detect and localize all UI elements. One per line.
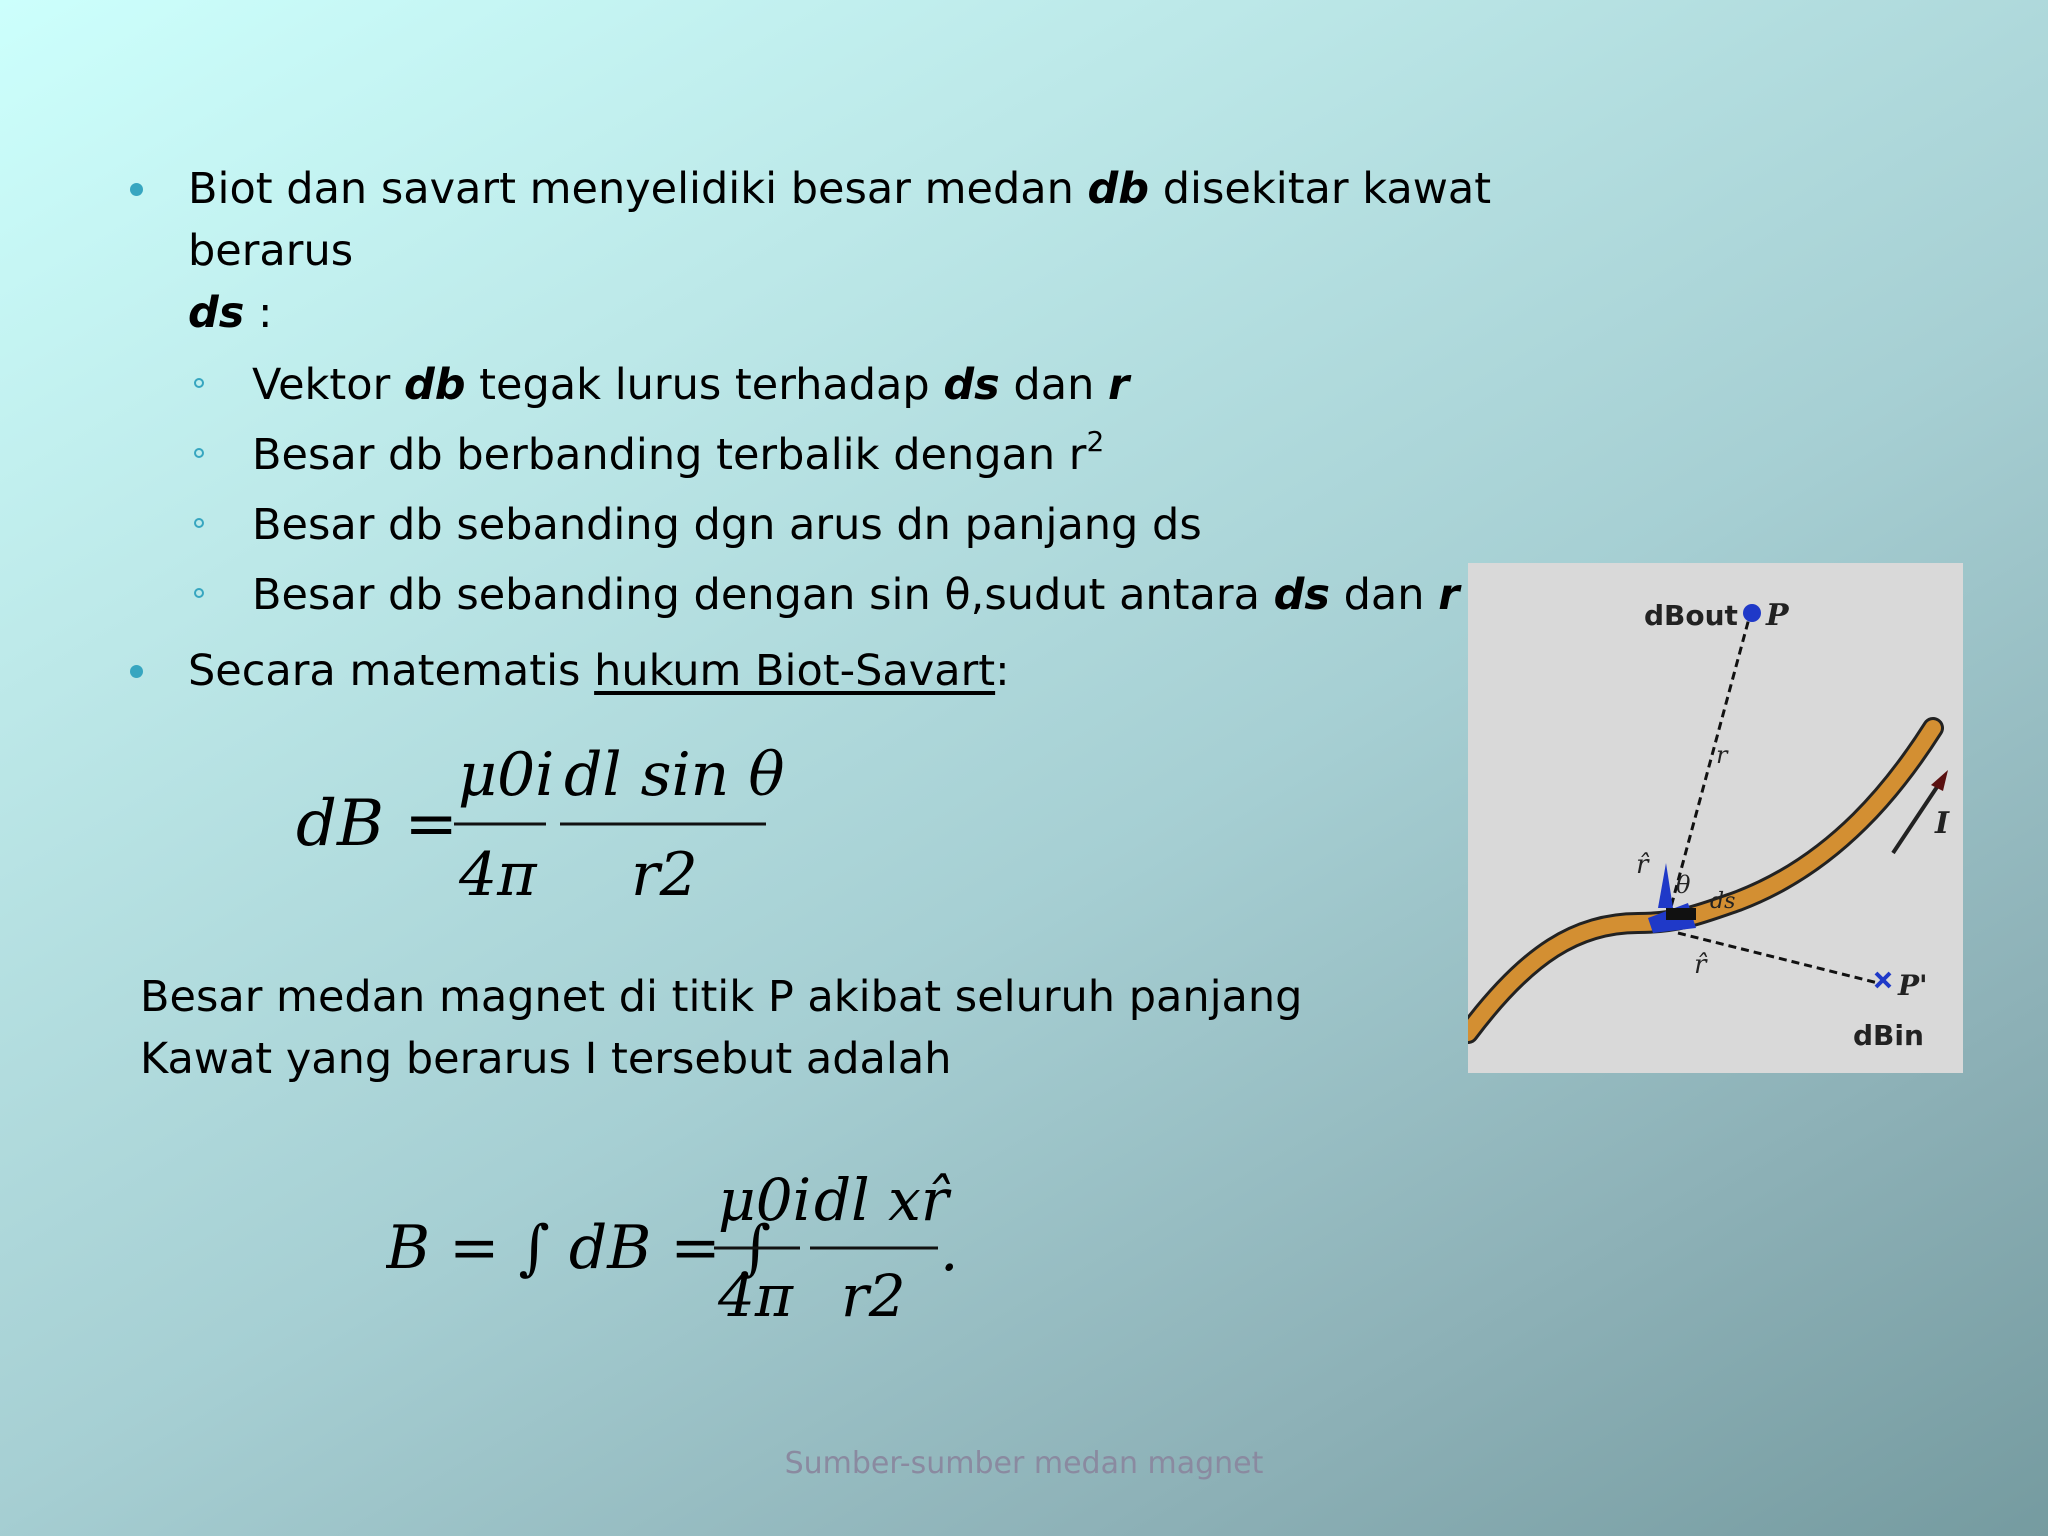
- label-dBin: dBin: [1853, 1019, 1924, 1052]
- label-P: P: [1766, 598, 1789, 633]
- bullet-mathematical-law: Secara matematis hukum Biot-Savart:: [128, 640, 1628, 702]
- r-line-to-P-prime: [1678, 933, 1878, 983]
- formula2-tail: .: [940, 1216, 959, 1284]
- formula2-den1: 4π: [718, 1262, 794, 1330]
- bullet1-db: db: [1087, 164, 1150, 214]
- label-dBout: dBout: [1644, 599, 1738, 632]
- biot-savart-link[interactable]: hukum Biot-Savart: [594, 646, 996, 696]
- wire-outline: [1468, 728, 1933, 1033]
- formula2-lhs: B = ∫ dB = ∫: [386, 1213, 772, 1283]
- slide-footer: Sumber-sumber medan magnet: [784, 1446, 1264, 1481]
- sub-bullet-2: Besar db berbanding terbalik dengan $r^2$: [188, 420, 1628, 490]
- rhat-vector-up: [1658, 863, 1673, 908]
- bullet1-ds: ds: [188, 288, 245, 338]
- current-arrowhead: [1931, 770, 1948, 791]
- label-theta: θ: [1676, 871, 1691, 899]
- bullet-biot-savart-intro: [128, 158, 1628, 630]
- sub-bullet-list: [188, 350, 1628, 630]
- sub-bullet-4: Besar db sebanding dengan sin θ,sudut antara ds dan r: [188, 560, 1628, 630]
- formula1-den2: r2: [631, 840, 698, 910]
- formula1-den1: 4π: [459, 840, 537, 910]
- formula2-num2: dl xr̂: [814, 1166, 949, 1234]
- bullet1-text-b: disekitar kawat berarus: [188, 164, 1492, 276]
- label-ds: ds: [1710, 889, 1736, 914]
- bullet1-text: Biot dan savart menyelidiki besar medan: [188, 164, 1088, 214]
- formula1-num1: μ0i: [458, 740, 555, 810]
- formula-B-integral: [386, 1158, 986, 1338]
- formula-dB: [296, 735, 796, 915]
- label-I: I: [1935, 806, 1950, 841]
- bullet1-colon: :: [244, 288, 273, 338]
- biot-savart-figure: [1468, 563, 1963, 1073]
- bullet2-text: Secara matematis: [188, 646, 595, 696]
- point-P: [1743, 604, 1761, 622]
- sub-bullet-3: Besar db sebanding dgn arus dn panjang ds: [188, 490, 1628, 560]
- formula1-lhs: dB =: [296, 787, 458, 861]
- bullet-list: [128, 158, 1628, 702]
- sub-bullet-1: Vektor db tegak lurus terhadap ds dan r: [188, 350, 1628, 420]
- label-P-prime: P': [1898, 969, 1928, 1002]
- label-rhat-bottom: r̂: [1694, 950, 1707, 980]
- formula2-den2: r2: [841, 1262, 906, 1330]
- label-r: r: [1716, 741, 1728, 769]
- label-rhat-top: r̂: [1636, 850, 1649, 880]
- paragraph-total-field: Besar medan magnet di titik P akibat seluruh panjang Kawat yang berarus I tersebut adalah: [140, 972, 1303, 1084]
- wire: [1468, 728, 1933, 1033]
- formula2-num1: μ0i: [718, 1166, 812, 1234]
- formula1-num2: dl sin θ: [564, 740, 785, 810]
- ds-segment: [1666, 908, 1696, 920]
